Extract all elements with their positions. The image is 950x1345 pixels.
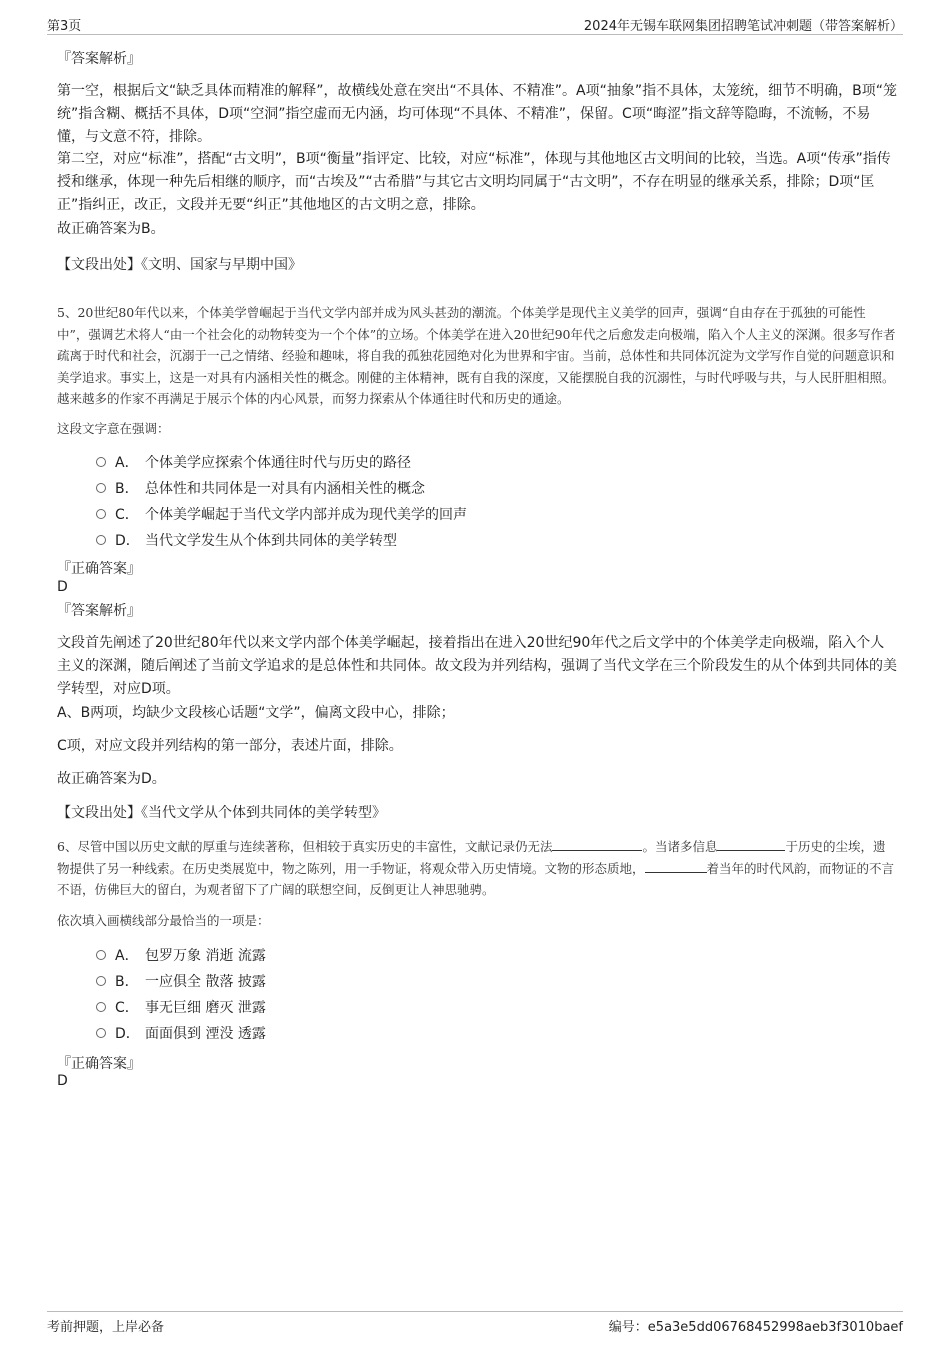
option-text: 面面俱到 湮没 透露 xyxy=(145,1026,266,1042)
q4-source: 【文段出处】《文明、国家与早期中国》 xyxy=(57,257,302,273)
q6-option-d[interactable] xyxy=(96,1023,266,1045)
option-key: B． xyxy=(115,974,139,990)
q6-prompt: 依次填入画横线部分最恰当的一项是： xyxy=(57,913,270,928)
document-id: 编号：e5a3e5dd06768452998aeb3f3010baef xyxy=(608,1320,903,1335)
q5-option-c[interactable] xyxy=(96,504,467,526)
option-key: D． xyxy=(115,1026,140,1042)
q5-stem: 5、20世纪80年代以来，个体美学曾崛起于当代文学内部并成为风头甚劲的潮流。个体美学是现代主义美学的回声，强调“自由存在于孤独的可能性中”，强调艺术将人“由一个社会化的动物转变为一个个体”的立场。个体美学在进入20世纪90年代之后愈发走向极端，陷入个人主义的深渊。很多写作者疏离于时代和社会，沉溺于一己之情绪、经验和趣味，将自我的孤独花园绝对化为世界和宇宙。当前，总体性和共同体沉淀为文学写作自觉的问题意识和美学追求。事实上，这是一对具有内涵相关性的概念。刚健的主体精神，既有自我的深度，又能摆脱自我的沉溺性，与时代呼吸与共，与人民肝胆相照。越来越多的作家不再满足于展示个体的内心风景，而努力探索从个体通往时代和历史的通途。 xyxy=(57,305,896,406)
q5-option-a[interactable] xyxy=(96,452,411,474)
q6-stem-part4: 尘埃，遗物提供了另一种线索。在历史类展览中，物之陈列，用一手物证，将观众带入历史情境。文物的形态质地， xyxy=(57,839,886,876)
option-key: C． xyxy=(115,1000,139,1016)
q5-analysis-para2: A、B两项，均缺少文段核心话题“文学”，偏离文段中心，排除； xyxy=(57,705,455,721)
q4-conclusion: 故正确答案为B。 xyxy=(57,221,165,237)
option-text: 总体性和共同体是一对具有内涵相关性的概念 xyxy=(145,481,425,497)
blank-3 xyxy=(645,858,707,873)
q6-option-c[interactable] xyxy=(96,997,266,1019)
q4-analysis-para2: 第二空，对应“标准”，搭配“古文明”，B项“衡量”指评定、比较，对应“标准”，体现与其他地区古文明间的比较，当选。A项“传承”指传授和继承，体现一种先后相继的顺序，而“古埃及”“古希腊”与其它古文明均同属于“古文明”，不存在明显的继承关系，排除；D项“匡正”指纠正，改正，文段并无要“纠正”其他地区的古文明之意，排除。 xyxy=(57,151,891,213)
q4-analysis-label: 『答案解析』 xyxy=(57,51,141,67)
q6-stem-part1: 6、尽管中国以历史文献的厚重与连续著称，但相较于真实历史的丰富性，文献记录仍无法 xyxy=(57,839,553,854)
q6-stem xyxy=(57,836,897,901)
option-text: 事无巨细 磨灭 泄露 xyxy=(145,1000,266,1016)
option-text: 个体美学崛起于当代文学内部并成为现代美学的回声 xyxy=(145,507,467,523)
radio-icon[interactable] xyxy=(96,535,106,545)
page-header xyxy=(47,12,903,35)
q4-analysis-para1: 第一空，根据后文“缺乏具体而精准的解释”，故横线处意在突出“不具体、不精准”。A项“抽象”指不具体，太笼统，细节不明确，B项“笼统”指含糊、概括不具体，D项“空洞”指空虚而无内涵，均可体现“不具体、不精准”，保留。C项“晦涩”指文辞等隐晦，不流畅，不易懂，与文意不符，排除。 xyxy=(57,83,897,145)
radio-icon[interactable] xyxy=(96,1028,106,1038)
radio-icon[interactable] xyxy=(96,509,106,519)
q6-option-a[interactable] xyxy=(96,945,266,967)
option-text: 包罗万象 消逝 流露 xyxy=(145,948,266,964)
radio-icon[interactable] xyxy=(96,457,106,467)
blank-1 xyxy=(552,836,642,851)
q5-analysis-para3: C项，对应文段并列结构的第一部分，表述片面，排除。 xyxy=(57,738,403,754)
radio-icon[interactable] xyxy=(96,483,106,493)
q5-answer-label: 『正确答案』 xyxy=(57,561,141,577)
q5-option-b[interactable] xyxy=(96,478,425,500)
page-number: 第3页 xyxy=(47,19,82,34)
option-key: D． xyxy=(115,533,140,549)
option-text: 当代文学发生从个体到共同体的美学转型 xyxy=(145,533,397,549)
q5-prompt: 这段文字意在强调： xyxy=(57,421,170,436)
q6-stem-part5: 着当年的时代风韵，而物证的不言不语，仿佛巨大的留白，为观者留下了广阔的联想空间，反倒更让人神思驰骋。 xyxy=(57,860,895,897)
option-key: B． xyxy=(115,481,139,497)
q5-answer: D xyxy=(57,579,68,595)
blank-2 xyxy=(717,836,785,851)
q5-option-d[interactable] xyxy=(96,530,397,552)
q5-conclusion: 故正确答案为D。 xyxy=(57,771,166,787)
q6-stem-part3: 于历史的 xyxy=(785,839,836,854)
option-key: A． xyxy=(115,948,139,964)
q6-option-b[interactable] xyxy=(96,971,266,993)
q6-answer: D xyxy=(57,1073,68,1089)
footer-slogan: 考前押题，上岸必备 xyxy=(47,1320,165,1335)
option-text: 一应俱全 散落 披露 xyxy=(145,974,266,990)
page-footer xyxy=(47,1311,903,1336)
radio-icon[interactable] xyxy=(96,1002,106,1012)
radio-icon[interactable] xyxy=(96,976,106,986)
option-text: 个体美学应探索个体通往时代与历史的路径 xyxy=(145,455,411,471)
q6-stem-part2: 。当诸多信息 xyxy=(642,839,718,854)
option-key: A． xyxy=(115,455,139,471)
option-key: C． xyxy=(115,507,139,523)
q5-analysis-para1: 文段首先阐述了20世纪80年代以来文学内部个体美学崛起，接着指出在进入20世纪90年代之后文学中的个体美学走向极端，陷入个人主义的深渊，随后阐述了当前文学追求的是总体性和共同体。故文段为并列结构，强调了当代文学在三个阶段发生的从个体到共同体的美学转型，对应D项。 xyxy=(57,635,897,697)
document-title: 2024年无锡车联网集团招聘笔试冲刺题（带答案解析） xyxy=(583,19,903,34)
q5-source: 【文段出处】《当代文学从个体到共同体的美学转型》 xyxy=(57,805,386,821)
radio-icon[interactable] xyxy=(96,950,106,960)
q6-answer-label: 『正确答案』 xyxy=(57,1056,141,1072)
q5-analysis-label: 『答案解析』 xyxy=(57,603,141,619)
